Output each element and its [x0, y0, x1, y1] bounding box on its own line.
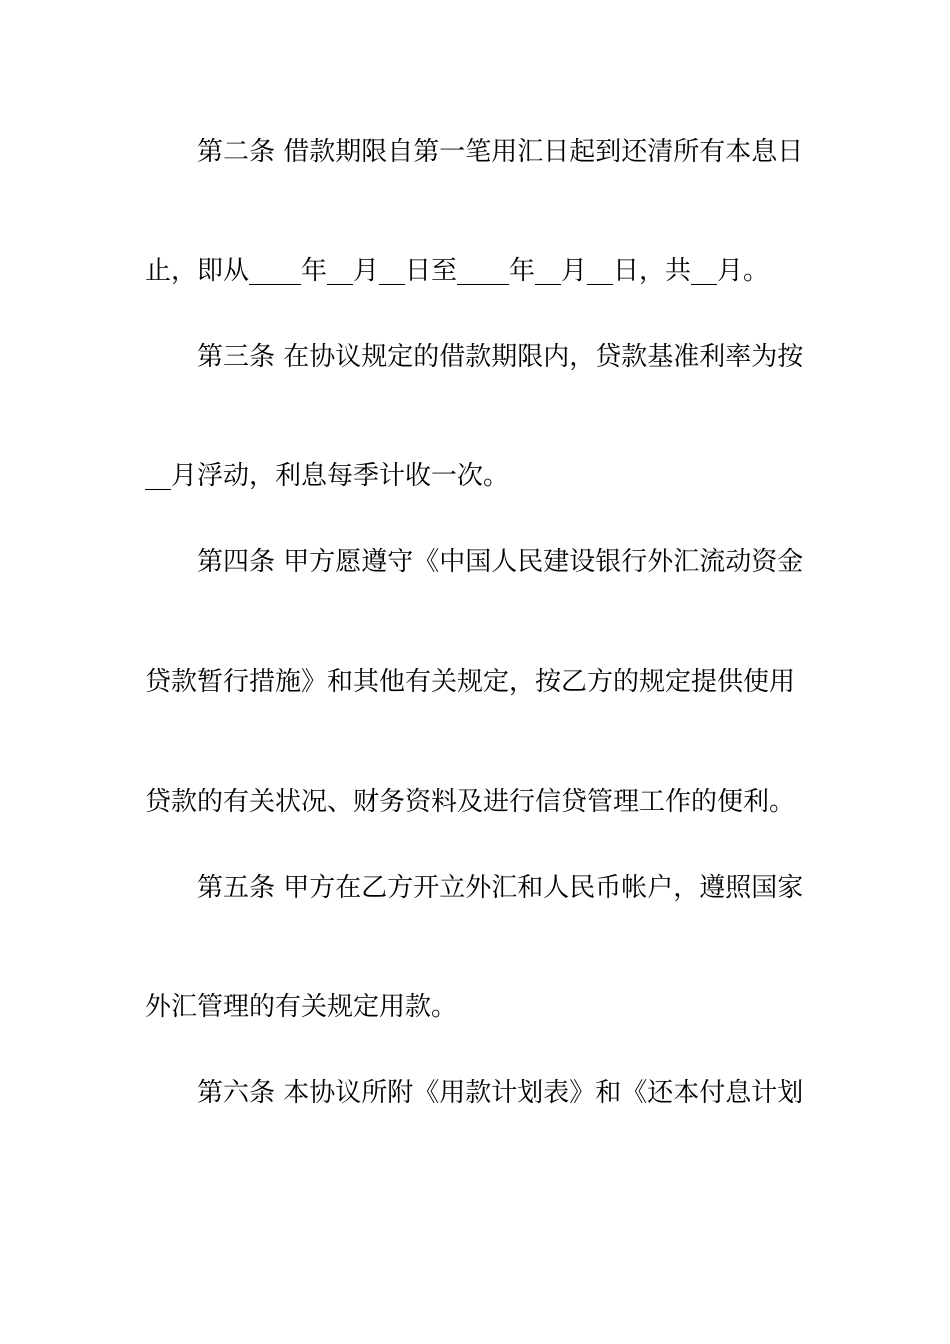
article-6-line-1: 第六条 本协议所附《用款计划表》和《还本付息计划 — [197, 1078, 804, 1108]
article-2-line-2: 止，即从____年__月__日至____年__月__日，共__月。 — [145, 256, 770, 286]
article-3-line-1: 第三条 在协议规定的借款期限内，贷款基准利率为按 — [197, 342, 804, 372]
article-4-line-1: 第四条 甲方愿遵守《中国人民建设银行外汇流动资金 — [197, 547, 804, 577]
article-5-line-1: 第五条 甲方在乙方开立外汇和人民币帐户，遵照国家 — [197, 873, 804, 903]
article-2-line-1: 第二条 借款期限自第一笔用汇日起到还清所有本息日 — [197, 137, 804, 167]
article-3-line-2: __月浮动，利息每季计收一次。 — [145, 461, 510, 491]
article-4-line-2: 贷款暂行措施》和其他有关规定，按乙方的规定提供使用 — [145, 667, 796, 697]
article-4-line-3: 贷款的有关状况、财务资料及进行信贷管理工作的便利。 — [145, 787, 796, 817]
article-5-line-2: 外汇管理的有关规定用款。 — [145, 992, 458, 1022]
